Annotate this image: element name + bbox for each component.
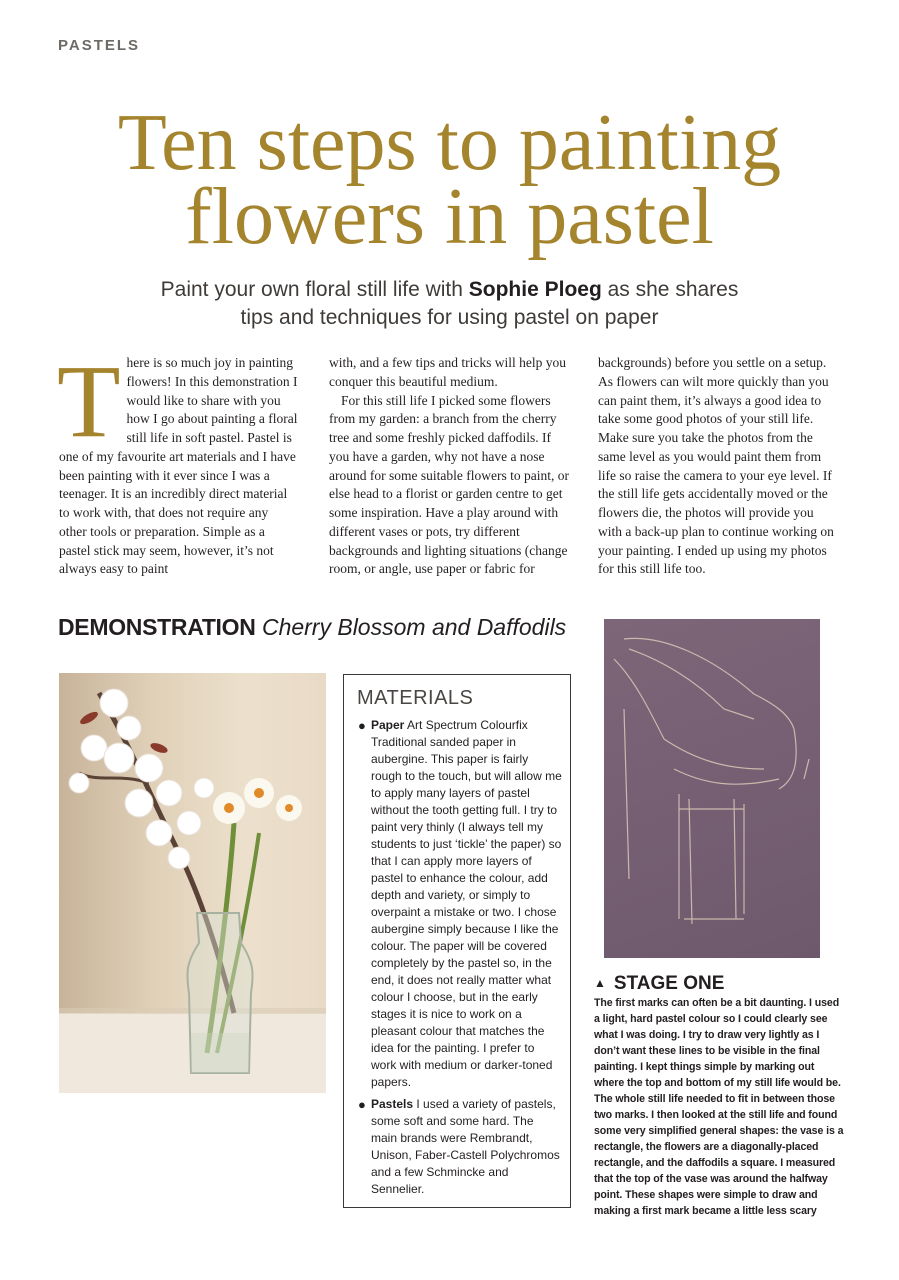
subtitle-line-2: tips and techniques for using pastel on paper <box>240 306 659 329</box>
article-title <box>0 99 899 261</box>
stage-one-heading <box>594 973 724 995</box>
intro-column-3 <box>598 354 838 579</box>
sketch-illustration <box>604 619 820 958</box>
article-subtitle <box>0 276 899 332</box>
intro-col2-p1: with, and a few tips and tricks will help you conquer this beautiful medium. <box>329 355 566 389</box>
triangle-up-icon: ▲ <box>594 976 606 990</box>
stage-one-text: The first marks can often be a bit daunting. I used a light, hard pastel colour so I could clearly see what I was doing. I try to draw very lightly as I don’t want these lines to be visible in the final painting. I kept things simple by marking out where the top and bottom of my still life would be. The whole still life needed to fit in between those two marks. I then looked at the still life and found some very simplified general shapes: the vase is a rectangle, the flowers are a diagonally-placed rectangle, and the daffodils a square. I measured that the top of the vase was around the halfway point. These shapes were simple to draw and making a first mark became a little less scary <box>594 997 844 1217</box>
demonstration-heading <box>58 614 598 641</box>
materials-item-pastels <box>358 1096 562 1198</box>
materials-item-name: Pastels <box>371 1097 414 1111</box>
demonstration-subject: Cherry Blossom and Daffodils <box>261 614 567 640</box>
intro-col1-text: here is so much joy in painting flowers! In this demonstration I would like to share with you how I go about painting a floral still life in soft pastel. Pastel is one of my favourite art materials and I have been painting with it ever since I was a teenager. It is an incredibly direct material to work with, that does not require any other tools or preparation. Simple as a pastel stick may seem, however, it’s not always easy to paint <box>59 355 298 577</box>
demonstration-label: DEMONSTRATION <box>58 614 256 640</box>
materials-box <box>343 674 571 1208</box>
title-line-1: Ten steps to painting <box>117 99 782 187</box>
author-name: Sophie Ploeg <box>468 278 602 301</box>
materials-item-paper <box>358 717 562 1091</box>
subtitle-post: as she shares <box>601 278 739 301</box>
intro-column-2 <box>329 354 569 579</box>
intro-col3-text: backgrounds) before you settle on a setup. As flowers can wilt more quickly than you can paint them, it’s always a good idea to take some good photos of your still life. Make sure you take the photos from the same level as you would paint them from life so raise the camera to your eye level. If the still life gets accidentally moved or the flowers die, the photos will provide you with a back-up plan to continue working on your painting. I ended up using my photos for this still life too. <box>598 355 834 577</box>
subtitle-pre: Paint your own floral still life with <box>160 278 469 301</box>
materials-item-name: Paper <box>371 718 405 732</box>
materials-item-text: Art Spectrum Colourfix Traditional sanded paper in aubergine. This paper is fairly rough to the touch, but will allow me to apply many layers of pastel without the tooth getting full. I try to paint very thinly (I always tell my students to just ‘tickle’ the paper) so that I can apply more layers of pastel to enhance the colour, add depth and variety, or simply to overpaint a mistake or two. I chose aubergine simply because I like the colour. The paper will be covered completely by the pastel so, in the end, it does not really matter what colour I choose, but in the early stages it is nice to work on a pleasant colour that matches the idea for the painting. I prefer to work with medium or darker-toned papers. <box>371 718 562 1089</box>
materials-item-text: I used a variety of pastels, some soft and some hard. The main brands were Rembrandt, Unison, Faber-Castell Polychromos and a few Schmincke and Sennelier. <box>371 1097 560 1196</box>
reference-photo <box>59 673 326 1093</box>
still-life-photo-illustration <box>59 673 326 1093</box>
drop-cap: T <box>57 344 121 459</box>
intro-column-1 <box>57 344 299 579</box>
stage-one-sketch <box>604 619 820 958</box>
materials-title: MATERIALS <box>357 687 474 709</box>
title-line-2: flowers in pastel <box>185 173 714 261</box>
bullet-icon: ● <box>358 718 366 733</box>
section-tag: PASTELS <box>58 37 141 54</box>
intro-col2-p2: For this still life I picked some flowers from my garden: a branch from the cherry tree and some freshly picked daffodils. If you have a garden, why not have a nose around for some suitable flowers to paint, or else head to a florist or garden centre to get some inspiration. Have a play around with different vases or pots, try different backgrounds and lighting situations (change room, or angle, use paper or fabric for <box>329 392 569 577</box>
bullet-icon: ● <box>358 1097 366 1112</box>
stage-one-title: STAGE ONE <box>613 973 725 994</box>
